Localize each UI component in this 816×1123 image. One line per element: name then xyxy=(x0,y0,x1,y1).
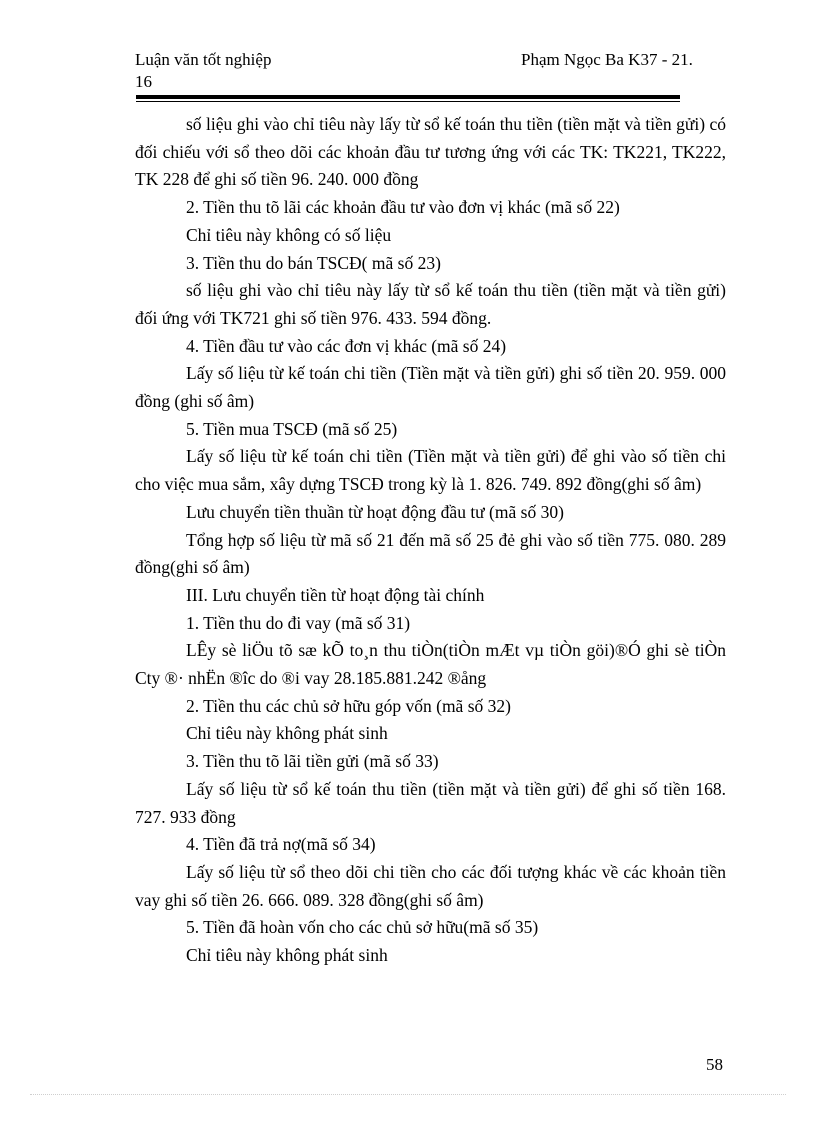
paragraph: số liệu ghi vào chỉ tiêu này lấy từ sổ kế toán thu tiền (tiền mặt và tiền gửi) có đối chiếu với sổ theo dõi các khoản đầu tư tương ứng với các TK: TK221, TK222, TK 228 để ghi số tiền 96. 240. 000 đồng xyxy=(135,114,726,190)
paragraph: 3. Tiền thu tõ lãi tiền gửi (mã số 33) xyxy=(186,751,439,772)
paragraph: Chỉ tiêu này không phát sinh xyxy=(186,723,388,744)
paragraph: Lưu chuyển tiền thuần từ hoạt động đầu tư (mã số 30) xyxy=(186,501,564,522)
paragraph: LÊy sè liÖu tõ sæ kÕ to¸n thu tiÒn(tiÒn mÆt vµ tiÒn göi)®Ó ghi sè tiÒn Cty ®· nhËn ®îc do ®i vay 28.185.881.242 ®ång xyxy=(135,640,726,689)
paragraph: Lấy số liệu từ kế toán chi tiền (Tiền mặt và tiền gửi) để ghi vào số tiền chi cho việc mua sắm, xây dựng TSCĐ trong kỳ là 1. 826. 749. 892 đồng(ghi số âm) xyxy=(135,446,726,495)
paragraph: 2. Tiền thu tõ lãi các khoản đầu tư vào đơn vị khác (mã số 22) xyxy=(186,197,620,218)
paragraph: Lấy số liệu từ kế toán chi tiền (Tiền mặt và tiền gửi) ghi số tiền 20. 959. 000 đồng (ghi số âm) xyxy=(135,363,726,412)
paragraph: 1. Tiền thu do đi vay (mã số 31) xyxy=(186,612,411,633)
page-number: 58 xyxy=(706,1055,723,1074)
header-left-number: 16 xyxy=(135,72,152,91)
paragraph: số liệu ghi vào chỉ tiêu này lấy từ sổ kế toán thu tiền (tiền mặt và tiền gửi) đối ứng với TK721 ghi số tiền 976. 433. 594 đồng. xyxy=(135,280,726,328)
paragraph: Chỉ tiêu này không có số liệu xyxy=(186,224,392,245)
paragraph: Lấy số liệu từ sổ theo dõi chi tiền cho các đối tượng khác về các khoản tiền vay ghi số tiền 26. 666. 089. 328 đồng(ghi số âm) xyxy=(135,861,726,910)
paragraph: Chỉ tiêu này không phát sinh xyxy=(186,945,388,966)
header-left-title: Luận văn tốt nghiệp xyxy=(135,50,272,69)
header-rule-thick xyxy=(136,95,680,99)
paragraph: 4. Tiền đầu tư vào các đơn vị khác (mã số 24) xyxy=(186,335,507,356)
paragraph: 5. Tiền mua TSCĐ (mã số 25) xyxy=(186,418,398,439)
body-text xyxy=(135,111,726,970)
paragraph: III. Lưu chuyển tiền từ hoạt động tài chính xyxy=(186,584,485,605)
paragraph: Tổng hợp số liệu từ mã số 21 đến mã số 25 đẻ ghi vào số tiền 775. 080. 289 đồng(ghi số âm) xyxy=(135,529,726,578)
paragraph: 2. Tiền thu các chủ sở hữu góp vốn (mã số 32) xyxy=(186,695,511,716)
paragraph: 4. Tiền đã trả nợ(mã số 34) xyxy=(186,834,376,855)
header-rule-thin xyxy=(136,101,680,102)
paragraph: Lấy số liệu từ sổ kế toán thu tiền (tiền mặt và tiền gửi) để ghi số tiền 168. 727. 933 đồng xyxy=(135,778,726,827)
paragraph: 5. Tiền đã hoàn vốn cho các chủ sở hữu(mã số 35) xyxy=(186,917,539,938)
header-right-title: Phạm Ngọc Ba K37 - 21. xyxy=(521,50,693,69)
footer-dotted-divider xyxy=(30,1094,786,1095)
paragraph: 3. Tiền thu do bán TSCĐ( mã số 23) xyxy=(186,252,441,273)
